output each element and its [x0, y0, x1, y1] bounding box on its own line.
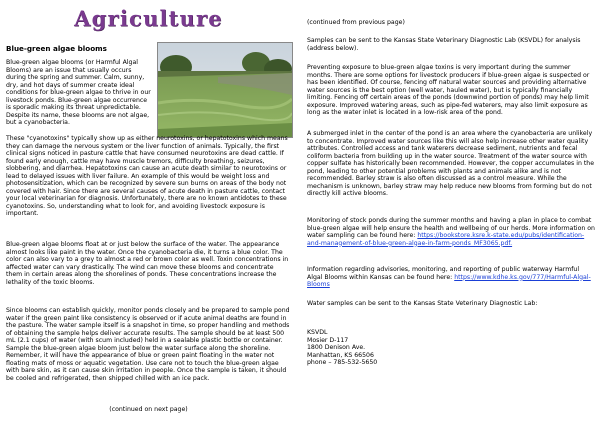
- pond-photo: [157, 42, 293, 138]
- send-samples-paragraph: Water samples can be sent to the Kansas State Veterinary Diagnostic Lab:: [307, 300, 538, 307]
- sampling-paragraph: Since blooms can establish quickly, monitor ponds closely and be prepared to sample pond water if the green paint like consistency is observed or if acute animal deaths are found in the pasture. The water sample itself is a snapshot in time, so proper handling and methods of obtaining the sample helps deliver accurate results. The sample should be at least 500 mL (2.1 cups) of water (with scum included) held in a sealable plastic bottle or container. Sample the blue-green algae bloom just below the water surface along the shoreline. Remember, it will have the appearance of blue or green paint floating in the water not floating mats of moss or aquatic vegetation. Use care not to touch the blue-green algae with bare skin, as it can cause skin irritation in people. Once the sample is taken, it should be cooled and refrigerated, then shipped chilled with an ice pack.: [6, 307, 290, 382]
- address-line: phone – 785-532-5650: [307, 359, 378, 367]
- lab-address: [307, 329, 377, 367]
- advisories-paragraph: [307, 266, 595, 289]
- intro-paragraph: Blue-green algae blooms (or Harmful Algal Blooms) are an issue that usually occurs during the spring and summer. Calm, sunny, dry, and hot days of summer create ideal conditions for blue-green algae to thrive in our livestock ponds. Blue-green algae occurrence is sporadic making its threat unpredictable. Despite its name, these blooms are not algae, but a cyanobacteria.: [6, 59, 151, 127]
- bloom-appearance-paragraph: Blue-green algae blooms float at or just below the surface of the water. The appearance almost looks like paint in the water. Once the cyanobacteria die, it turns a blue color. The color can also vary to a grey to almost a red or brown color as well. Toxin concentrations in affected water can vary drastically. The wind can move these blooms and concentrate them in certain areas along the shorelines of ponds. These concentrations increase the lethality of the toxic blooms.: [6, 241, 289, 286]
- section-heading: Blue-green algae blooms: [6, 44, 107, 53]
- monitoring-paragraph: [307, 217, 595, 247]
- address-line: Manhattan, KS 66506: [307, 351, 374, 359]
- address-line: Mosier D-117: [307, 336, 349, 344]
- address-line: KSVDL: [307, 329, 328, 336]
- bookstore-link[interactable]: https://bookstore.ksre.k-state.edu/pubs/identification-and-management-of-blue-green-algae-in-farm-ponds_MF3065.pdf.: [307, 232, 585, 247]
- advisories-text: Information regarding advisories, monitoring, and reporting of public waterway Harmful Algal Blooms within Kansas can be found here:: [307, 266, 580, 281]
- address-line: 1800 Denison Ave.: [307, 344, 366, 352]
- inlet-paragraph: A submerged inlet in the center of the pond is an area where the cyanobacteria are unlikely to concentrate. Improved water sources like this will also help increase other water quality attributes. Controlled access and tank waterers decrease sediment, nutrients and fecal coliform bacteria from building up in the water source. Treatment of the water source with copper sulfate has historically been recommended. However, the copper accumulates in the pond, leading to other potential problems with plants and animals alike and is not recommended. Barley straw is also often discussed as a control measure. While the mechanism is unknown, barley straw may help reduce new blooms from forming but do not directly kill active blooms.: [307, 130, 595, 198]
- algae-pond-image: [158, 43, 292, 137]
- kdhe-link[interactable]: https://www.kdhe.ks.gov/777/Harmful-Algal-Blooms: [307, 273, 591, 289]
- continued-next-note: (continued on next page): [109, 406, 188, 413]
- page-title: Agriculture: [74, 6, 223, 31]
- prevention-paragraph: Preventing exposure to blue-green algae toxins is very important during the summer months. There are some options for livestock producers if blue-green algae is suspected or has been identified. Of course, fencing off natural water sources and providing alternative water sources is the best option (well water, hauled water), but is typically financially limiting. Fencing off certain areas of the ponds (downwind portion of ponds) may help limit exposure. Improved watering areas, such as pipe-fed waterers, may also limit exposure as long as the water inlet is located in a low-risk area of the pond.: [307, 64, 590, 117]
- monitoring-text: Monitoring of stock ponds during the summer months and having a plan in place to combat blue-green algae will help ensure the health and wellbeing of our herds. More information on water sampling can be found here:: [307, 217, 595, 240]
- toxins-paragraph: These "cyanotoxins" typically show up as either neurotoxins, or hepatotoxins which means they can damage the nervous system or the liver function of animals. Typically, the first clinical signs noticed in pasture cattle that have consumed neurotoxins are dead cattle. If found early enough, cattle may have muscle tremors, difficulty breathing, seizures, slobbering, and diarrhea. Hepatotoxins can cause an acute death similar to neurotoxins or lead to delayed issues with liver failure. An example of this would be weight loss and photosensitization, which can be recognized by severe sun burns on areas of the body not covered with hair. Since there are several causes of acute death in pasture cattle, contact your local veterinarian for diagnosis. Unfortunately, there are no known antidotes to these cyanotoxins. So, understanding what to look for, and avoiding livestock exposure is important.: [6, 135, 288, 218]
- ksvdl-paragraph: Samples can be sent to the Kansas State Veterinary Diagnostic Lab (KSVDL) for analysis (address below).: [307, 37, 581, 52]
- continued-prev-note: (continued from previous page): [307, 19, 405, 26]
